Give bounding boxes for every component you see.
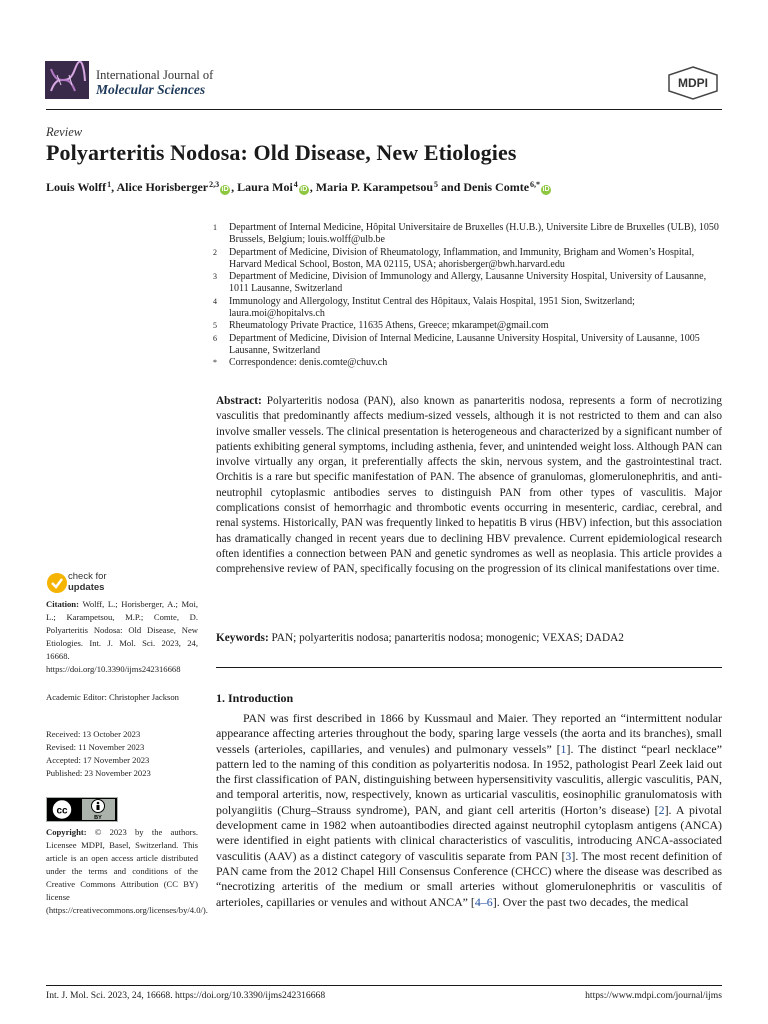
check-for-updates-line1: check for [68, 571, 107, 582]
affiliation-number: 2 [213, 247, 217, 257]
check-for-updates-label [68, 572, 107, 593]
author-affiliation-marker: 1 [107, 180, 112, 189]
abstract [216, 394, 722, 578]
section-heading: 1. Introduction [216, 691, 294, 705]
author-separator: , [309, 180, 316, 194]
body-text-segment: ]. The distinct “pearl necklace” pattern led to the naming of this condition as polyarteritis nodosa. In 1952, pathologist Pearl Zeek laid out the first classification of PAN, distinguishing between hypersensitivity vasculitis, allergic vasculitis, PAN, and temporal arteritis, now, respectively, known as urticarial vasculitis, eosinophilic granulomatosis with polyangiitis (Churg–Strauss syndrome), PAN, and giant cell arteritis (Horton’s disease) [ [216, 741, 722, 817]
check-for-updates-line2: updates [68, 581, 105, 593]
keywords-divider [216, 667, 722, 668]
citation-label: Citation: [46, 599, 79, 609]
author-name: Maria P. Karampetsou [315, 180, 434, 194]
by-logo-text: BY [94, 815, 102, 821]
article-type: Review [46, 125, 83, 139]
abstract-text: Polyarteritis nodosa (PAN), also known as panarteritis nodosa, represents a form of necrotizing vasculitis that predominantly affects medium-sized vessels, although it is not restricted to them and can also involve smaller vessels. The clinical presentation is heterogeneous and characterized by a significant number of patients exhibiting general symptoms, including asthenia, fever, and unintended weight loss. Although PAN can involve virtually any organ, it preferentially affects the skin, nervous system, and the gastrointestinal tract. Orchitis is a rare but specific manifestation of PAN. The absence of granulomas, glomerulonephritis, and anti-neutrophil cytoplasmic antibodies serves to distinguish PAN from other types of vasculitis. Major complications consist of hemorrhagic and thrombotic events occurring in mesenteric, cardiac, cerebral, and renal systems. Historically, PAN was frequently linked to hepatitis B virus (HBV) infection, but this association has dramatically changed in recent years due to declining HBV prevalence. Current epidemiological research often identifies a connection between PAN and genetic syndromes as well as neoplasia. This article provides a comprehensive review of PAN, specifically focusing on the progression of its clinical manifestations over time. [216, 395, 722, 576]
citation-text[interactable]: Wolff, L.; Horisberger, A.; Moi, L.; Karampetsou, M.P.; Comte, D. Polyarteritis Nodosa: Old Disease, New Etiologies. Int. J. Mol. Sci. 2023, 24, 16668. https://doi.org/10.3390/ijms242316668 [46, 599, 198, 674]
author-affiliation-marker: 4 [293, 180, 298, 189]
date-line: Accepted: 17 November 2023 [46, 755, 150, 765]
copyright-text: © 2023 by the authors. Licensee MDPI, Basel, Switzerland. This article is an open access article distributed under the terms and conditions of the Creative Commons Attribution (CC BY) license (https://creativecommons.org/licenses/by/4.0/). [46, 827, 208, 915]
keywords-label: Keywords: [216, 632, 269, 644]
affiliation-item [213, 296, 723, 321]
affiliation-item [213, 357, 723, 369]
affiliation-text: Correspondence: denis.comte@chuv.ch [229, 357, 388, 369]
reference-link[interactable]: 1 [560, 741, 567, 756]
mdpi-logo[interactable] [667, 66, 719, 100]
affiliation-text: Rheumatology Private Practice, 11635 Athens, Greece; mkarampet@gmail.com [229, 320, 549, 332]
author-affiliation-marker: 2,3 [209, 180, 220, 189]
journal-logo [45, 61, 89, 99]
affiliation-number: 3 [213, 272, 217, 282]
journal-name-line2: Molecular Sciences [96, 82, 206, 97]
citation [46, 598, 198, 676]
author-separator: , [231, 180, 238, 194]
author-name: Louis Wolff [46, 180, 107, 194]
reference-link[interactable]: 3 [565, 848, 572, 863]
abstract-label: Abstract: [216, 395, 262, 407]
author-list [46, 180, 552, 195]
author-name: Alice Horisberger [116, 180, 209, 194]
author-affiliation-marker: 6,* [530, 180, 541, 189]
article-title: Polyarteritis Nodosa: Old Disease, New Etiologies [46, 140, 517, 165]
copyright-notice [46, 826, 208, 917]
footer-citation[interactable]: Int. J. Mol. Sci. 2023, 24, 16668. https://doi.org/10.3390/ijms242316668 [46, 990, 326, 1001]
affiliation-item [213, 333, 723, 358]
orcid-icon[interactable]: iD [542, 186, 550, 193]
academic-editor: Academic Editor: Christopher Jackson [46, 692, 179, 702]
author-separator: , [111, 180, 117, 194]
body-text-segment: ]. The most recent definition of PAN came from the 2012 Chapel Hill Consensus Conference (CHCC) where the disease was described as “necrotizing arteritis of the medium or small arteries without glomerulonephritis or vasculitis of arterioles, capillaries or venules and without ANCA” [ [216, 848, 722, 909]
affiliation-text: Department of Medicine, Division of Immunology and Allergy, Lausanne University Hospital, University of Lausanne, 1011 Lausanne, Switzerland [229, 271, 707, 295]
affiliation-item [213, 247, 723, 272]
affiliation-item [213, 320, 723, 332]
author-separator: and [438, 180, 464, 194]
affiliation-number: * [213, 358, 217, 368]
publication-dates [46, 728, 198, 780]
date-line: Received: 13 October 2023 [46, 729, 141, 739]
date-line: Revised: 11 November 2023 [46, 742, 145, 752]
body-text-segment: PAN was first described in 1866 by Kussmaul and Maier. They reported an “intermittent nodular appearance affecting arteries throughout the body, sparing large vessels (the aorta and its branches), small vessels (arterioles, capillaries, and venules) and pulmonary vessels” [ [216, 711, 722, 756]
journal-name-line1: International Journal of [96, 68, 214, 82]
footer-divider [46, 985, 722, 986]
affiliation-number: 6 [213, 333, 217, 343]
footer-journal-url[interactable]: https://www.mdpi.com/journal/ijms [585, 990, 722, 1001]
affiliation-text: Department of Internal Medicine, Hôpital Universitaire de Bruxelles (H.U.B.), Universite Libre de Bruxelles (ULB), 1050 Brussels, Belgium; louis.wolff@ulb.be [229, 222, 719, 246]
body-text-segment: ]. A pivotal development came in 1982 when autoantibodies directed against neutrophil cytoplasm antigens (ANCA) were identified in eight patients with clinical characteristics of vasculitis, introducing ANCA-associated vasculitis (AAV) as a distinct category of vasculitis separate from PAN [ [216, 802, 722, 863]
cc-by-license-icon[interactable] [46, 797, 118, 822]
affiliation-number: 4 [213, 296, 217, 306]
reference-link[interactable]: 4–6 [474, 894, 493, 909]
affiliation-number: 5 [213, 321, 217, 331]
keywords [216, 631, 722, 646]
orcid-icon[interactable]: iD [300, 186, 308, 193]
keywords-text: PAN; polyarteritis nodosa; panarteritis nodosa; monogenic; VEXAS; DADA2 [271, 632, 624, 644]
author-affiliation-marker: 5 [434, 180, 439, 189]
reference-link[interactable]: 2 [658, 802, 665, 817]
body-text-segment: ]. Over the past two decades, the medical [492, 894, 689, 909]
date-line: Published: 23 November 2023 [46, 768, 151, 778]
affiliation-number: 1 [213, 223, 217, 232]
author-name: Denis Comte [463, 180, 530, 194]
mdpi-logo-text: MDPI [678, 76, 708, 90]
cc-logo-text: cc [56, 805, 68, 817]
header-divider [46, 109, 722, 110]
affiliations [213, 222, 723, 370]
affiliation-text: Department of Medicine, Division of Internal Medicine, Lausanne University Hospital, University of Lausanne, 1005 Lausanne, Switzerland [229, 332, 700, 356]
orcid-icon[interactable]: iD [221, 186, 229, 193]
affiliation-item [213, 271, 723, 296]
author-name: Laura Moi [237, 180, 293, 194]
copyright-label: Copyright: [46, 827, 87, 837]
introduction-text [216, 711, 722, 910]
affiliation-text: Immunology and Allergology, Institut Central des Hôpitaux, Valais Hospital, 1951 Sion, Switzerland; laura.moi@hopitalvs.ch [229, 295, 635, 320]
affiliation-text: Department of Medicine, Division of Rheumatology, Inflammation, and Immunity, Brigham and Women’s Hospital, Harvard Medical School, Boston, MA 02115, USA; ahorisberger@bwh.harvard.edu [229, 246, 695, 270]
affiliation-item [213, 222, 723, 247]
